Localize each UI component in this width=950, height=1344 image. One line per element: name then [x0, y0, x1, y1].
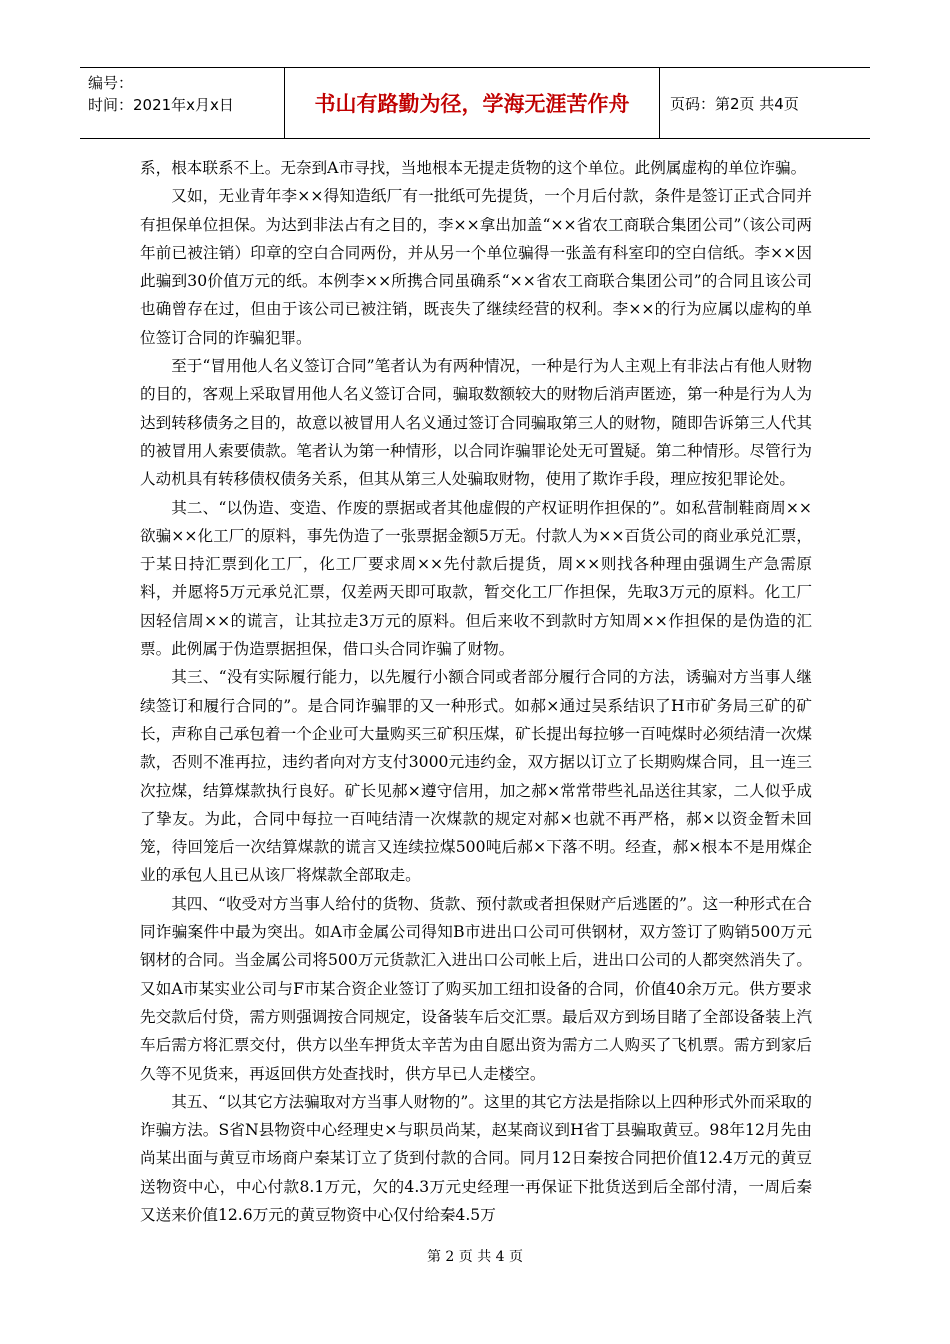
document-body [140, 154, 812, 1229]
document-number-label: 编号： [88, 74, 134, 92]
document-date: 时间：2021年x月x日 [88, 96, 234, 114]
paragraph: 其四、“收受对方当事人给付的货物、货款、预付款或者担保财产后逃匿的”。这一种形式在合同诈骗案件中最为突出。如A市金属公司得知B市进出口公司可供钢材，双方签订了购销500万元钢材的合同。当金属公司将500万元货款汇入进出口公司帐上后，进出口公司的人都突然消失了。又如A市某实业公司与F市某合资企业签订了购买加工纽扣设备的合同，价值40余万元。供方要求先交款后付贷，需方则强调按合同规定，设备装车后交汇票。最后双方到场目睹了全部设备装上汽车后需方将汇票交付，供方以坐车押货太辛苦为由自愿出资为需方二人购买了飞机票。需方到家后久等不见货来，再返回供方处查找时，供方早已人走楼空。 [140, 894, 812, 1083]
paragraph: 又如，无业青年李××得知造纸厂有一批纸可先提货，一个月后付款，条件是签订正式合同并有担保单位担保。为达到非法占有之目的，李××拿出加盖“××省农工商联合集团公司”（该公司两年前已被注销）印章的空白合同两份，并从另一个单位骗得一张盖有科室印的空白信纸。李××因此骗到30价值万元的纸。本例李××所携合同虽确系“××省农工商联合集团公司”的合同且该公司也确曾存在过，但由于该公司已被注销，既丧失了继续经营的权利。李××的行为应属以虚构的单位签订合同的诈骗犯罪。 [140, 187, 812, 347]
paragraph: 系，根本联系不上。无奈到A市寻找，当地根本无提走货物的这个单位。此例属虚构的单位诈骗。 [140, 159, 807, 177]
header-page-info: 页码：第2页 共4页 [670, 94, 799, 113]
paragraph: 其三、“没有实际履行能力，以先履行小额合同或者部分履行合同的方法，诱骗对方当事人继续签订和履行合同的”。是合同诈骗罪的又一种形式。如郝×通过吴系结识了H市矿务局三矿的矿长，声称自己承包着一个企业可大量购买三矿积压煤，矿长提出每拉够一百吨煤时必须结清一次煤款，否则不准再拉，违约者向对方支付3000元违约金，双方据以订立了长期购煤合同，且一连三次拉煤，结算煤款执行良好。矿长见郝×遵守信用，加之郝×常常带些礼品送往其家，二人似乎成了挚友。为此，合同中每拉一百吨结清一次煤款的规定对郝×也就不再严格，郝×以资金暂未回笼，待回笼后一次结算煤款的谎言又连续拉煤500吨后郝×下落不明。经查，郝×根本不是用煤企业的承包人且已从该厂将煤款全部取走。 [140, 668, 812, 885]
paragraph: 其二、“以伪造、变造、作废的票据或者其他虚假的产权证明作担保的”。如私营制鞋商周××欲骗××化工厂的原料，事先伪造了一张票据金额5万无。付款人为××百货公司的商业承兑汇票，于某日持汇票到化工厂，化工厂要求周××先付款后提货，周××则找各种理由强调生产急需原料，并愿将5万元承兑汇票，仅差两天即可取款，暂交化工厂作担保，先取3万元的原料。化工厂因轻信周××的谎言，让其拉走3万元的原料。但后来收不到款时方知周××作担保的是伪造的汇票。此例属于伪造票据担保，借口头合同诈骗了财物。 [140, 498, 812, 659]
paragraph: 其五、“以其它方法骗取对方当事人财物的”。这里的其它方法是指除以上四种形式外而采取的诈骗方法。S省N县物资中心经理史×与职员尚某，赵某商议到H省丁县骗取黄豆。98年12月先由尚某出面与黄豆市场商户秦某订立了货到付款的合同。同月12日秦按合同把价值12.4万元的黄豆送物资中心，中心付款8.1万元，欠的4.3万元史经理一再保证下批货送到后全部付清，一周后秦又送来价值12.6万元的黄豆物资中心仅付给秦4.5万 [140, 1092, 812, 1224]
header-motto: 书山有路勤为径，学海无涯苦作舟 [285, 68, 660, 138]
header-meta [80, 68, 285, 138]
page-header [80, 67, 870, 139]
page-footer: 第 2 页 共 4 页 [426, 1249, 524, 1265]
paragraph: 至于“冒用他人名义签订合同”笔者认为有两种情况，一种是行为人主观上有非法占有他人财物的目的，客观上采取冒用他人名义签订合同，骗取数额较大的财物后消声匿迹，第一种是行为人为达到转移债务之目的，故意以被冒用人名义通过签订合同骗取第三人的财物，随即告诉第三人代其的被冒用人索要债款。笔者认为第一种情形，以合同诈骗罪论处无可置疑。第二种情形。尽管行为人动机具有转移债权债务关系，但其从第三人处骗取财物，使用了欺诈手段，理应按犯罪论处。 [140, 357, 812, 489]
